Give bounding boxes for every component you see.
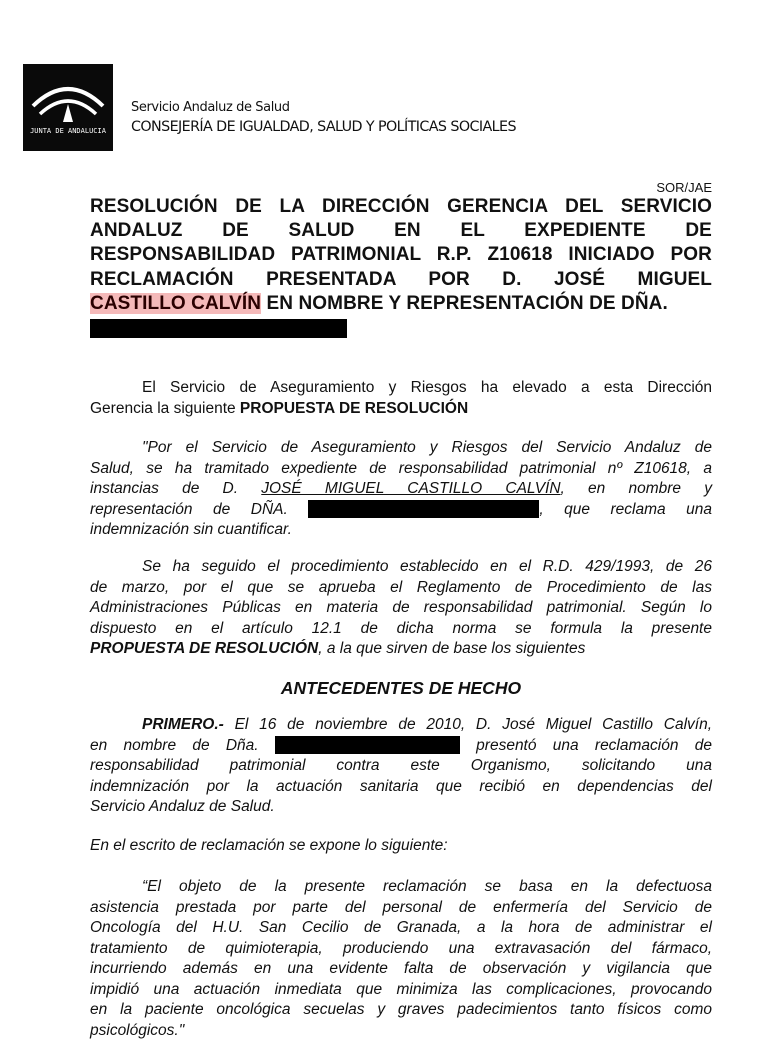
junta-de-andalucia-logo bbox=[23, 64, 113, 151]
title-line-6 bbox=[90, 316, 712, 340]
arches-icon bbox=[23, 64, 113, 151]
title-line-4: RECLAMACIÓN PRESENTADA POR D. JOSÉ MIGUEL bbox=[90, 268, 713, 290]
claim-quote: “El objeto de la presente reclamación se basa en la defectuosa asistencia prestada por parte del personal de enfermería del Servicio de Oncología del H.U. San Cecilio de Granada, a la hora de administrar el tratamiento de quimioterapia, produciendo una extravasación del fármaco, incurriendo además en una evidente falta de observación y vigilancia que impidió una actuación inmediata que minimiza las complicaciones, provocando en la paciente oncológica secuelas y graves padecimientos tanto físicos como psicológicos." bbox=[90, 878, 712, 1039]
procedure-paragraph: Se ha seguido el procedimiento establecido en el R.D. 429/1993, de 26 de marzo, por el que se aprueba el Reglamento de Procedimiento de las Administraciones Públicas en materia de responsabilidad patrimonial. Según lo dispuesto en el artículo 12.1 de dicha norma se formula la presente PROPUESTA DE RESOLUCIÓN, a la que sirven de base los siguientes bbox=[90, 558, 712, 657]
redacted-name bbox=[308, 500, 539, 518]
title-line-1: RESOLUCIÓN DE LA DIRECCIÓN GERENCIA DEL SERVICIO bbox=[90, 196, 713, 217]
title-line-5: CASTILLO CALVÍN EN NOMBRE Y REPRESENTACIÓN DE DÑA. bbox=[90, 292, 668, 314]
primero-label: PRIMERO.- bbox=[142, 716, 224, 733]
intro-paragraph: El Servicio de Aseguramiento y Riesgos ha elevado a esta Dirección Gerencia la siguiente PROPUESTA DE RESOLUCIÓN bbox=[90, 379, 712, 417]
claimant-name: JOSÉ MIGUEL CASTILLO CALVÍN bbox=[261, 480, 561, 497]
exposition-intro: En el escrito de reclamación se expone lo siguiente: bbox=[90, 837, 448, 854]
logo-text: JUNTA DE ANDALUCIA bbox=[30, 127, 106, 135]
organization-header bbox=[131, 100, 516, 135]
title-line-2: ANDALUZ DE SALUD EN EL EXPEDIENTE DE bbox=[90, 220, 712, 242]
redacted-name bbox=[90, 319, 347, 338]
highlighted-name: CASTILLO CALVÍN bbox=[90, 292, 262, 314]
redacted-name bbox=[275, 736, 460, 754]
proposal-paragraph: "Por el Servicio de Aseguramiento y Riesgos del Servicio Andaluz de Salud, se ha tramitado expediente de responsabilidad patrimonial nº Z10618, a instancias de D. JOSÉ MIGUEL CASTILLO CALVÍN, en nombre y representación de DÑA. , que reclama una indemnización sin cuantificar. bbox=[90, 439, 713, 538]
title-line-3: RESPONSABILIDAD PATRIMONIAL R.P. Z10618 INICIADO POR bbox=[90, 244, 712, 266]
primero-paragraph: PRIMERO.- El 16 de noviembre de 2010, D. José Miguel Castillo Calvín, en nombre de Dña. presentó una reclamación de responsabilidad patrimonial contra este Organismo, solicitando una indemnización por la actuación sanitaria que recibió en dependencias del Servicio Andaluz de Salud. bbox=[90, 716, 712, 815]
document-reference: SOR/JAE bbox=[656, 180, 712, 195]
org-title: CONSEJERÍA DE IGUALDAD, SALUD Y POLÍTICAS SOCIALES bbox=[131, 119, 516, 135]
section-heading: ANTECEDENTES DE HECHO bbox=[280, 678, 522, 698]
resolution-title bbox=[90, 195, 712, 340]
org-subtitle: Servicio Andaluz de Salud bbox=[131, 100, 290, 115]
